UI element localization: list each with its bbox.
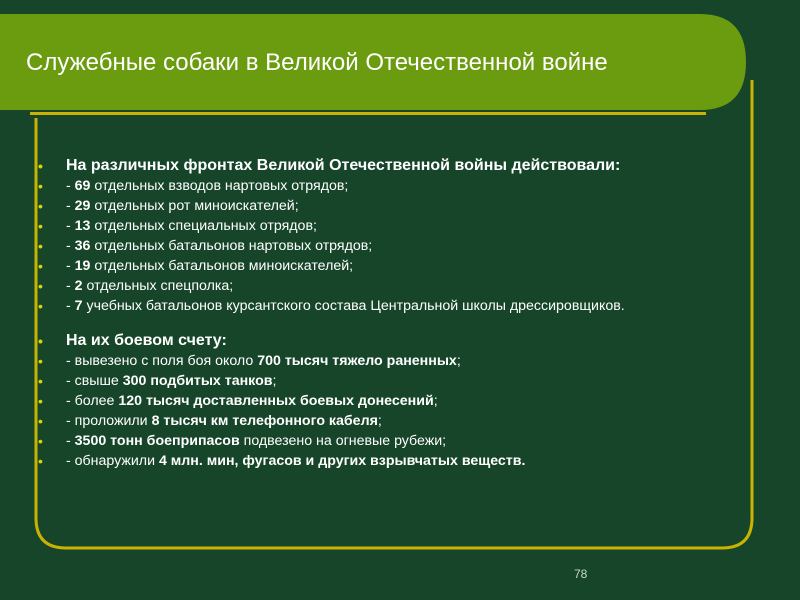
list-item xyxy=(38,391,728,411)
item-text: - xyxy=(66,433,75,449)
list-item xyxy=(38,276,728,296)
bullet-icon: • xyxy=(38,258,43,274)
item-text: - более xyxy=(66,393,119,409)
item-text: отдельных рот миноискателей; xyxy=(90,198,299,214)
bullet-icon: • xyxy=(38,413,43,429)
item-text: отдельных батальонов нартовых отрядов; xyxy=(90,238,373,254)
bullet-icon: • xyxy=(38,333,43,349)
list-item xyxy=(38,451,728,471)
item-text: отдельных специальных отрядов; xyxy=(90,218,317,234)
highlight-text: 120 тысяч доставленных боевых донесений xyxy=(118,393,434,409)
item-text: - xyxy=(66,298,75,314)
highlight-text: 300 подбитых танков xyxy=(122,373,273,389)
bullet-icon: • xyxy=(38,278,43,294)
item-text: ; xyxy=(433,393,438,409)
page-number: 78 xyxy=(574,567,588,581)
item-text: - вывезено с поля боя около xyxy=(66,353,258,369)
header-underline xyxy=(30,112,706,115)
item-text: отдельных спецполка; xyxy=(82,278,234,294)
item-text: - xyxy=(66,218,75,234)
list-item xyxy=(38,351,728,371)
item-text: отдельных взводов нартовых отрядов; xyxy=(90,178,349,194)
highlight-text: 13 xyxy=(74,218,91,234)
highlight-text: 29 xyxy=(74,198,91,214)
item-text: учебных батальонов курсантского состава Центральной школы дрессировщиков. xyxy=(82,298,625,314)
bullet-icon: • xyxy=(38,218,43,234)
heading-text: На различных фронтах Великой Отечественной войны действовали: xyxy=(66,157,621,174)
slide-title: Служебные собаки в Великой Отечественной войне xyxy=(26,49,608,76)
section-heading xyxy=(38,156,728,176)
bullet-icon: • xyxy=(38,393,43,409)
list-item xyxy=(38,256,728,276)
list-item xyxy=(38,431,728,451)
item-text: ; xyxy=(272,373,277,389)
highlight-text: 19 xyxy=(74,258,91,274)
bullet-icon: • xyxy=(38,238,43,254)
highlight-text: 3500 тонн боеприпасов xyxy=(74,433,240,449)
item-text: - свыше xyxy=(66,373,123,389)
list-item xyxy=(38,216,728,236)
item-text: - проложили xyxy=(66,413,152,429)
highlight-text: 2 xyxy=(74,278,83,294)
list-item xyxy=(38,196,728,216)
item-text: - xyxy=(66,238,75,254)
list-item xyxy=(38,371,728,391)
bullet-icon: • xyxy=(38,298,43,314)
item-text: - xyxy=(66,258,75,274)
item-text: подвезено на огневые рубежи; xyxy=(239,433,447,449)
highlight-text: 700 тысяч тяжело раненных xyxy=(257,353,457,369)
list-item xyxy=(38,411,728,431)
list-item xyxy=(38,176,728,196)
highlight-text: 36 xyxy=(74,238,91,254)
heading-text: На их боевом счету: xyxy=(66,332,227,349)
bullet-icon: • xyxy=(38,373,43,389)
bullet-icon: • xyxy=(38,198,43,214)
item-text: - обнаружили xyxy=(66,453,159,469)
bullet-icon: • xyxy=(38,178,43,194)
item-text: - xyxy=(66,178,75,194)
slide-content xyxy=(38,156,728,471)
highlight-text: 69 xyxy=(74,178,91,194)
item-text: - xyxy=(66,198,75,214)
highlight-text: 4 млн. мин, фугасов и других взрывчатых веществ. xyxy=(158,453,526,469)
list-item xyxy=(38,296,728,316)
item-text: ; xyxy=(377,413,382,429)
list-item xyxy=(38,236,728,256)
bullet-icon: • xyxy=(38,158,43,174)
bullet-icon: • xyxy=(38,353,43,369)
highlight-text: 8 тысяч км телефонного кабеля xyxy=(151,413,378,429)
section-heading xyxy=(38,331,728,351)
highlight-text: 7 xyxy=(74,298,83,314)
item-text: отдельных батальонов миноискателей; xyxy=(90,258,354,274)
bullet-icon: • xyxy=(38,453,43,469)
bullet-icon: • xyxy=(38,433,43,449)
item-text: - xyxy=(66,278,75,294)
item-text: ; xyxy=(456,353,461,369)
